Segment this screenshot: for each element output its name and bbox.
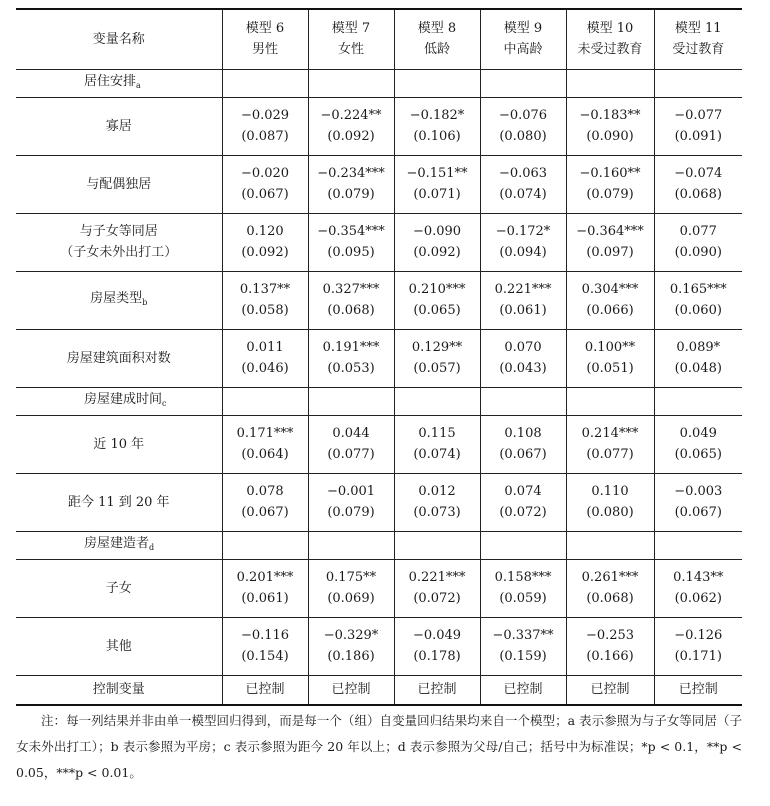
coef-value: −0.077 bbox=[674, 108, 723, 123]
coef-cell bbox=[222, 155, 308, 213]
coef-cell bbox=[394, 97, 480, 155]
coef-value: 0.214*** bbox=[581, 426, 639, 441]
coef-cell bbox=[480, 155, 566, 213]
coef-value: −0.001 bbox=[326, 484, 376, 499]
table-row bbox=[16, 271, 742, 329]
coef-value: 0.171*** bbox=[236, 426, 294, 441]
se-value: (0.074) bbox=[413, 447, 461, 462]
coef-value: 0.165*** bbox=[669, 282, 727, 297]
coef-cell bbox=[480, 329, 566, 387]
coef-cell bbox=[308, 415, 394, 473]
table-row bbox=[16, 97, 742, 155]
coef-value: −0.063 bbox=[498, 166, 548, 181]
se-value: (0.178) bbox=[413, 649, 461, 664]
group-label-built-time: 房屋建成时间$_c$ bbox=[16, 387, 222, 415]
coef-value: 0.221*** bbox=[494, 282, 552, 297]
se-value: (0.092) bbox=[241, 245, 289, 260]
coef-cell bbox=[308, 473, 394, 531]
se-value: (0.087) bbox=[241, 129, 289, 144]
coef-value: −0.126 bbox=[674, 628, 723, 643]
se-value: (0.061) bbox=[241, 591, 289, 606]
coef-cell bbox=[480, 271, 566, 329]
coef-cell bbox=[566, 559, 654, 617]
coef-value: 0.175** bbox=[325, 570, 377, 585]
coef-cell bbox=[480, 473, 566, 531]
table-row bbox=[16, 155, 742, 213]
coef-cell bbox=[480, 559, 566, 617]
row-label: 与子女等同居 （子女未外出打工） bbox=[16, 213, 222, 271]
coef-cell bbox=[222, 329, 308, 387]
coef-cell bbox=[394, 271, 480, 329]
coef-value: −0.029 bbox=[240, 108, 290, 123]
row-label: 寡居 bbox=[16, 97, 222, 155]
coef-cell bbox=[654, 415, 742, 473]
coef-cell bbox=[308, 559, 394, 617]
note-text: 注：每一列结果并非由单一模型回归得到，而是每一个（组）自变量回归结果均来自一个模型；a 表示参照为与子女等同居（子女未外出打工）；b 表示参照为平房；c 表示参照为距今 20 年以上；d 表示参照为父母/自己；括号中为标准误；*p < 0.1，**p < 0.05，***p < 0.01。 bbox=[16, 713, 742, 780]
se-value: (0.059) bbox=[499, 591, 547, 606]
coef-value: 0.077 bbox=[679, 224, 717, 239]
se-value: (0.090) bbox=[586, 129, 634, 144]
se-value: (0.068) bbox=[327, 303, 375, 318]
table-note bbox=[16, 708, 742, 786]
coef-cell bbox=[654, 559, 742, 617]
coef-cell bbox=[654, 213, 742, 271]
model-11-header: 模型 11 受过教育 bbox=[654, 9, 742, 69]
coef-value: −0.049 bbox=[412, 628, 462, 643]
row-label: 与配偶独居 bbox=[16, 155, 222, 213]
coef-cell bbox=[308, 329, 394, 387]
coef-value: 0.201*** bbox=[236, 570, 294, 585]
se-value: (0.046) bbox=[241, 361, 289, 376]
table-row bbox=[16, 473, 742, 531]
coef-value: −0.076 bbox=[498, 108, 548, 123]
coef-cell bbox=[566, 155, 654, 213]
coef-cell bbox=[654, 473, 742, 531]
coef-value: 0.100** bbox=[584, 340, 636, 355]
coef-value: 0.120 bbox=[246, 224, 284, 239]
coef-value: 0.129** bbox=[411, 340, 463, 355]
coef-cell bbox=[566, 213, 654, 271]
coef-value: 0.012 bbox=[418, 484, 456, 499]
coef-value: −0.172* bbox=[495, 224, 551, 239]
coef-cell bbox=[222, 415, 308, 473]
se-value: (0.079) bbox=[586, 187, 634, 202]
se-value: (0.090) bbox=[674, 245, 722, 260]
se-value: (0.057) bbox=[413, 361, 461, 376]
model-8-header: 模型 8 低龄 bbox=[394, 9, 480, 69]
se-value: (0.095) bbox=[327, 245, 375, 260]
coef-cell bbox=[308, 271, 394, 329]
se-value: (0.154) bbox=[241, 649, 289, 664]
coef-cell bbox=[566, 473, 654, 531]
coef-cell bbox=[308, 213, 394, 271]
se-value: (0.065) bbox=[674, 447, 722, 462]
row-label: 距今 11 到 20 年 bbox=[16, 473, 222, 531]
coef-value: −0.364*** bbox=[576, 224, 644, 239]
se-value: (0.092) bbox=[327, 129, 375, 144]
group-row-builder bbox=[16, 531, 742, 559]
se-value: (0.067) bbox=[241, 187, 289, 202]
coef-value: −0.354*** bbox=[317, 224, 385, 239]
coef-value: −0.151** bbox=[406, 166, 468, 181]
coef-value: 0.261*** bbox=[581, 570, 639, 585]
coef-cell bbox=[654, 329, 742, 387]
controls-cell: 已控制 bbox=[308, 675, 394, 705]
controls-row bbox=[16, 675, 742, 705]
se-value: (0.094) bbox=[499, 245, 547, 260]
coef-cell bbox=[308, 97, 394, 155]
coef-value: 0.143** bbox=[673, 570, 724, 585]
se-value: (0.166) bbox=[586, 649, 634, 664]
row-label: 控制变量 bbox=[16, 675, 222, 705]
se-value: (0.092) bbox=[413, 245, 461, 260]
se-value: (0.071) bbox=[413, 187, 461, 202]
coef-value: −0.337** bbox=[492, 628, 554, 643]
se-value: (0.062) bbox=[674, 591, 722, 606]
controls-cell: 已控制 bbox=[566, 675, 654, 705]
coef-cell bbox=[654, 155, 742, 213]
coef-cell bbox=[222, 213, 308, 271]
coef-value: 0.191*** bbox=[322, 340, 380, 355]
coef-cell bbox=[566, 617, 654, 675]
model-7-header: 模型 7 女性 bbox=[308, 9, 394, 69]
coef-cell bbox=[394, 559, 480, 617]
se-value: (0.074) bbox=[499, 187, 547, 202]
coef-value: −0.160** bbox=[579, 166, 641, 181]
se-value: (0.077) bbox=[327, 447, 375, 462]
se-value: (0.091) bbox=[674, 129, 722, 144]
variable-name-header: 变量名称 bbox=[16, 9, 222, 69]
se-value: (0.053) bbox=[327, 361, 375, 376]
se-value: (0.077) bbox=[586, 447, 634, 462]
group-row-living bbox=[16, 69, 742, 97]
se-value: (0.080) bbox=[586, 505, 634, 520]
row-label: 近 10 年 bbox=[16, 415, 222, 473]
se-value: (0.106) bbox=[413, 129, 461, 144]
coef-cell bbox=[654, 271, 742, 329]
se-value: (0.068) bbox=[586, 591, 634, 606]
coef-value: 0.304*** bbox=[581, 282, 639, 297]
table-row bbox=[16, 415, 742, 473]
coef-value: 0.089* bbox=[676, 340, 721, 355]
coef-value: −0.329* bbox=[323, 628, 379, 643]
coef-cell bbox=[308, 617, 394, 675]
controls-cell: 已控制 bbox=[222, 675, 308, 705]
se-value: (0.079) bbox=[327, 187, 375, 202]
coef-cell bbox=[394, 473, 480, 531]
coef-value: −0.253 bbox=[585, 628, 635, 643]
coef-value: −0.003 bbox=[674, 484, 723, 499]
group-label-living: 居住安排$_a$ bbox=[16, 69, 222, 97]
coef-value: 0.044 bbox=[332, 426, 370, 441]
row-label: 其他 bbox=[16, 617, 222, 675]
coef-value: 0.221*** bbox=[408, 570, 466, 585]
coef-value: 0.070 bbox=[504, 340, 542, 355]
coef-value: 0.110 bbox=[591, 484, 629, 499]
controls-cell: 已控制 bbox=[480, 675, 566, 705]
table-row bbox=[16, 617, 742, 675]
header-row bbox=[16, 9, 742, 69]
se-value: (0.069) bbox=[327, 591, 375, 606]
coef-cell bbox=[222, 271, 308, 329]
coef-cell bbox=[566, 97, 654, 155]
se-value: (0.058) bbox=[241, 303, 289, 318]
se-value: (0.080) bbox=[499, 129, 547, 144]
coef-value: 0.115 bbox=[418, 426, 456, 441]
controls-cell: 已控制 bbox=[394, 675, 480, 705]
se-value: (0.079) bbox=[327, 505, 375, 520]
se-value: (0.186) bbox=[327, 649, 375, 664]
group-label-builder: 房屋建造者$_d$ bbox=[16, 531, 222, 559]
coef-value: −0.020 bbox=[240, 166, 290, 181]
coef-value: −0.116 bbox=[240, 628, 290, 643]
model-6-header: 模型 6 男性 bbox=[222, 9, 308, 69]
coef-value: −0.090 bbox=[412, 224, 462, 239]
coef-cell bbox=[480, 97, 566, 155]
coef-value: −0.182* bbox=[409, 108, 465, 123]
coef-value: 0.011 bbox=[246, 340, 284, 355]
coef-cell bbox=[222, 473, 308, 531]
se-value: (0.066) bbox=[586, 303, 634, 318]
row-label: 子女 bbox=[16, 559, 222, 617]
coef-cell bbox=[394, 213, 480, 271]
coef-cell bbox=[222, 617, 308, 675]
model-10-header: 模型 10 未受过教育 bbox=[566, 9, 654, 69]
se-value: (0.051) bbox=[586, 361, 634, 376]
coef-value: 0.210*** bbox=[408, 282, 466, 297]
coef-cell bbox=[480, 213, 566, 271]
regression-table bbox=[16, 8, 742, 706]
coef-cell bbox=[566, 329, 654, 387]
coef-value: 0.327*** bbox=[322, 282, 380, 297]
coef-cell bbox=[480, 415, 566, 473]
coef-value: 0.108 bbox=[504, 426, 542, 441]
coef-cell bbox=[566, 415, 654, 473]
row-label: 房屋建筑面积对数 bbox=[16, 329, 222, 387]
se-value: (0.171) bbox=[674, 649, 722, 664]
coef-value: 0.049 bbox=[679, 426, 717, 441]
coef-cell bbox=[222, 97, 308, 155]
se-value: (0.043) bbox=[499, 361, 547, 376]
coef-cell bbox=[480, 617, 566, 675]
coef-cell bbox=[394, 415, 480, 473]
se-value: (0.065) bbox=[413, 303, 461, 318]
coef-cell bbox=[222, 559, 308, 617]
table-row bbox=[16, 559, 742, 617]
controls-cell: 已控制 bbox=[654, 675, 742, 705]
row-label: 房屋类型$_b$ bbox=[16, 271, 222, 329]
se-value: (0.061) bbox=[499, 303, 547, 318]
se-value: (0.073) bbox=[413, 505, 461, 520]
coef-cell bbox=[394, 155, 480, 213]
coef-cell bbox=[654, 97, 742, 155]
coef-value: 0.158*** bbox=[494, 570, 552, 585]
se-value: (0.067) bbox=[674, 505, 722, 520]
coef-value: −0.074 bbox=[674, 166, 723, 181]
se-value: (0.072) bbox=[499, 505, 547, 520]
coef-value: 0.074 bbox=[504, 484, 542, 499]
coef-cell bbox=[394, 329, 480, 387]
se-value: (0.068) bbox=[674, 187, 722, 202]
coef-value: −0.224** bbox=[320, 108, 382, 123]
coef-cell bbox=[566, 271, 654, 329]
se-value: (0.072) bbox=[413, 591, 461, 606]
se-value: (0.159) bbox=[499, 649, 547, 664]
group-row-built-time bbox=[16, 387, 742, 415]
coef-value: −0.183** bbox=[579, 108, 641, 123]
coef-cell bbox=[394, 617, 480, 675]
se-value: (0.048) bbox=[674, 361, 722, 376]
coef-value: 0.078 bbox=[246, 484, 284, 499]
se-value: (0.067) bbox=[499, 447, 547, 462]
coef-value: −0.234*** bbox=[317, 166, 385, 181]
coef-value: 0.137** bbox=[239, 282, 291, 297]
se-value: (0.067) bbox=[241, 505, 289, 520]
se-value: (0.064) bbox=[241, 447, 289, 462]
se-value: (0.060) bbox=[674, 303, 722, 318]
se-value: (0.097) bbox=[586, 245, 634, 260]
coef-cell bbox=[308, 155, 394, 213]
table-row bbox=[16, 213, 742, 271]
coef-cell bbox=[654, 617, 742, 675]
model-9-header: 模型 9 中高龄 bbox=[480, 9, 566, 69]
table-row bbox=[16, 329, 742, 387]
